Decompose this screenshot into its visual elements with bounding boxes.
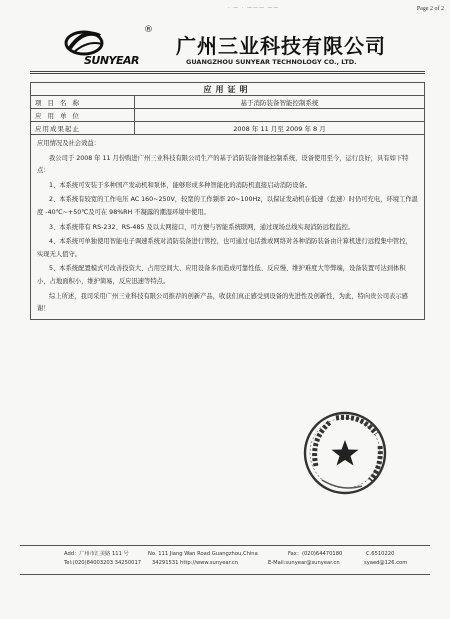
footer-divider <box>20 545 430 546</box>
body-paragraph-intro: 我公司于 2008 年 11 月份购进广州三业科技有限公司生产的基于消防装备智能控制系统，设备使用至今，运行良好，具有如下特点： <box>37 154 409 175</box>
value-period: 2008 年 11 月至 2009 年 8 月 <box>135 122 425 135</box>
footer-address-cn: Add：广州市汇美路 111 号 <box>64 551 129 557</box>
certificate-form <box>30 82 425 320</box>
fax-header-strip: · — · ——— —— <box>228 5 280 11</box>
company-name-cn: 广州三业科技有限公司 <box>176 34 386 58</box>
label-applicant: 应用单位 <box>31 109 135 122</box>
footer-email: E-Mail:sunyear@sunyear.cn <box>268 560 340 566</box>
footer-email-alt: syaed@126.com <box>364 560 408 566</box>
form-title: 应用证明 <box>31 83 425 96</box>
usage-body <box>31 135 425 320</box>
body-paragraph-2: 2、本系统有较宽的工作电压 AC 160~250V，较宽的工作频率 20~100Hz，以保证发动机在低速（怠速）时仍可充电，环境工作温度 -40℃~+50℃及可在 98%RH 不凝露的潮湿环境中使用。 <box>37 196 418 216</box>
label-period: 应用成果起止 <box>31 122 135 135</box>
logo-text: SUNYEAR <box>84 54 140 67</box>
official-seal-icon <box>302 410 388 496</box>
body-paragraph-4: 4、本系统可单独使用智能电子调速系统对消防装备进行管控，也可通过电话拨或网络对各种消防装备由计算机进行远程集中管控，实现无人值守。 <box>37 238 412 258</box>
value-project-name: 基于消防装备智能控制系统 <box>135 96 425 109</box>
footer-contact <box>64 550 436 568</box>
company-logo <box>64 24 170 67</box>
registered-mark: ® <box>144 25 153 35</box>
footer-phone-website: 34291531 http://www.sunyear.cn <box>152 560 239 566</box>
body-paragraph-conclusion: 综上所述，我司采用广州三业科技有限公司推荐的创新产品，收获们真正感受到设备的先进性及创新性，为此，特向贵公司表示感谢！ <box>37 292 408 313</box>
footer-postcode: C.6510220 <box>366 551 395 557</box>
body-paragraph-5: 5、本系统配置模式可改善投资大、占用空间大、应用设备多而造成可靠性低、反应慢、维护难度大等弊端，设备装置可达到体积小，占地面积小，维护简易，反应迅速等特点。 <box>37 265 406 285</box>
body-heading: 应用情况及社会效益： <box>37 140 100 147</box>
value-applicant <box>135 109 425 122</box>
footer-tel: Tel:(020)84003203 34250017 <box>64 560 142 566</box>
page-number: Page 2 of 2 <box>416 6 444 12</box>
header-divider-thin <box>30 73 425 74</box>
footer-address-en: No. 111 Jiang Wan Road Guangzhou,China <box>148 551 258 557</box>
label-project-name: 项目名称 <box>31 96 135 109</box>
footer-fax: Fax：(020)64470180 <box>288 551 343 557</box>
header-divider <box>30 71 425 72</box>
body-paragraph-1: 1、本系统可安装于多种国产发动机和泵体，能够形成多种智能化的消防机直接启动消防设备。 <box>49 181 312 189</box>
company-name-en: GUANGZHOU SUNYEAR TECHNOLOGY CO., LTD. <box>186 58 357 66</box>
body-paragraph-3: 3、本系统带有 RS-232、RS-485 及以太网接口，可方便与智能系统联网，通过现场总线实现消防远程监控。 <box>49 223 355 231</box>
footer-bottom-rule <box>20 574 430 575</box>
